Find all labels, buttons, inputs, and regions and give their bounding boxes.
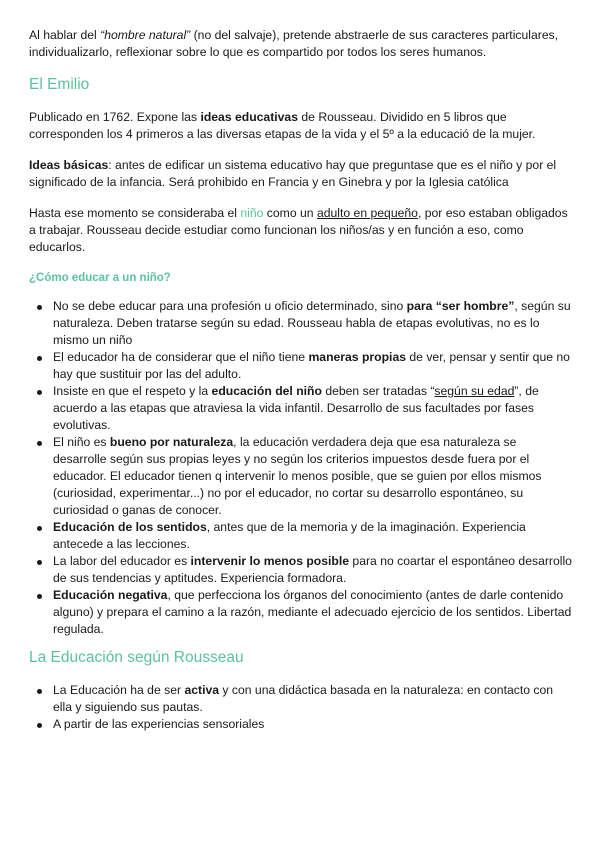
list-item: Educación de los sentidos, antes que de la memoria y de la imaginación. Experiencia antecede a las lecciones. [53, 519, 572, 553]
como-educar-list [29, 298, 572, 638]
educacion-list [29, 682, 572, 733]
list-item: La labor del educador es intervenir lo menos posible para no coartar el espontáneo desarrollo de sus tendencias y aptitudes. Experiencia formadora. [53, 554, 572, 585]
heading-educacion-segun-rousseau: La Educación según Rousseau [29, 649, 244, 666]
emilio-paragraph-3: Hasta ese momento se consideraba el niño como un adulto en pequeño, por eso estaban obligados a trabajar. Rousseau decide estudiar como funcionan los niños/as y en función a eso, como educarlos. [29, 206, 568, 254]
emilio-paragraph-2: Ideas básicas: antes de edificar un sistema educativo hay que preguntase que es el niño y por el significado de la infancia. Será prohibido en Francia y en Ginebra y por la Iglesia católica [29, 158, 557, 189]
list-item: A partir de las experiencias sensoriales [53, 716, 572, 733]
heading-el-emilio: El Emilio [29, 76, 90, 93]
emilio-paragraph-1: Publicado en 1762. Expone las ideas educativas de Rousseau. Dividido en 5 libros que corresponden los 4 primeros a las diversas etapas de la vida y el 5º a la educació de la mujer. [29, 110, 536, 141]
list-item: La Educación ha de ser activa y con una didáctica basada en la naturaleza: en contacto con ella y siguiendo sus pautas. [53, 682, 572, 716]
list-item: Insiste en que el respeto y la educación del niño deben ser tratadas “según su edad”, de acuerdo a las etapas que atraviesa la vida infantil. Desarrollo de sus facultades por fases evolutivas. [53, 383, 572, 434]
intro-paragraph: Al hablar del “hombre natural” (no del salvaje), pretende abstraerle de sus caracteres particulares, individualizarlo, reflexionar sobre lo que es compartido por todos los seres humanos. [29, 28, 559, 59]
list-item: El educador ha de considerar que el niño tiene maneras propias de ver, pensar y sentir que no hay que sustituir por las del adulto. [53, 349, 572, 383]
list-item: El niño es bueno por naturaleza, la educación verdadera deja que esa naturaleza se desarrolle según sus propias leyes y no según los criterios impuestos desde fuera por el educador. El educador tienen q intervenir lo menos posible, que se guien por ellos mismos (curiosidad, experimentar...) no por el educador, no cortar su desarrollo espontáneo, su curiosidad o ganas de conocer. [53, 434, 572, 519]
heading-como-educar: ¿Cómo educar a un niño? [29, 272, 171, 284]
list-item: Educación negativa, que perfecciona los órganos del conocimiento (antes de darle contenido alguno) y prepara el camino a la razón, mediante el adecuado ejercicio de los sentidos. Libertad regulada. [53, 588, 572, 636]
list-item: No se debe educar para una profesión u oficio determinado, sino para “ser hombre”, según su naturaleza. Deben tratarse según su edad. Rousseau habla de etapas evolutivas, no es lo mismo un niño [53, 299, 571, 347]
